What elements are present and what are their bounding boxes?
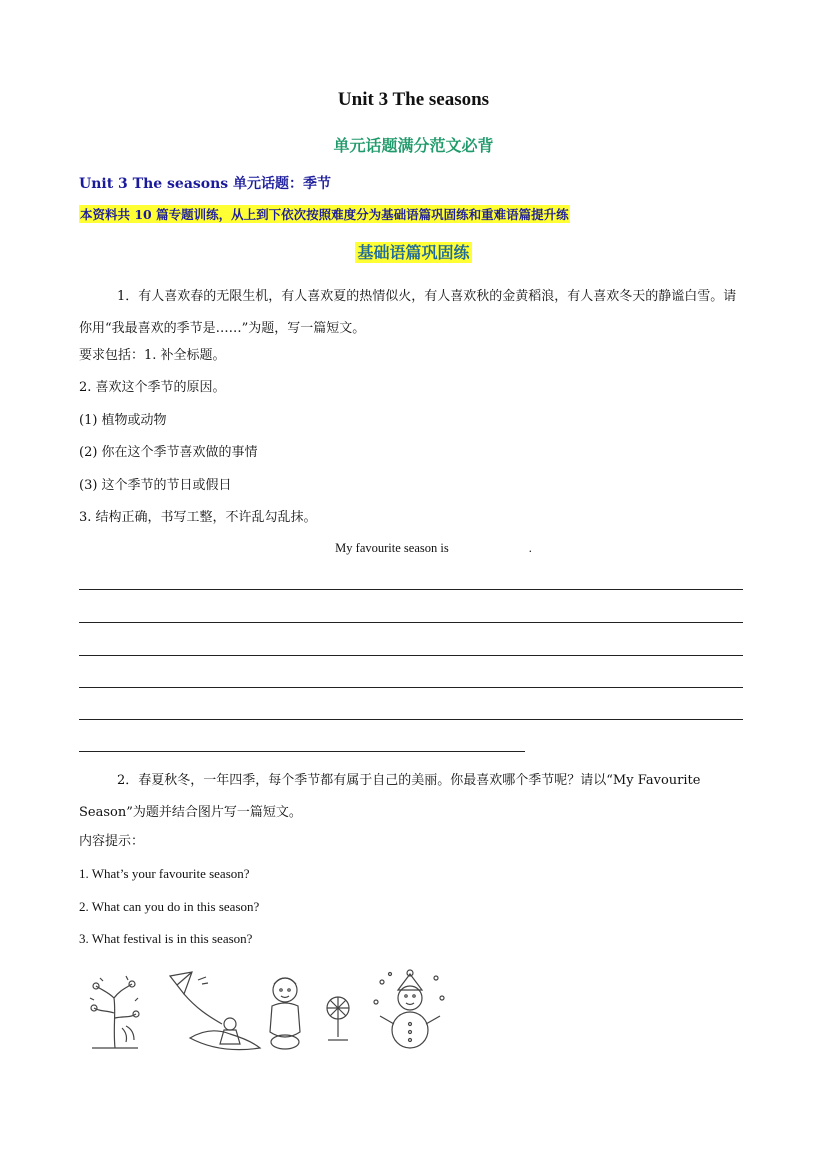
question-2-text: 2．春夏秋冬，一年四季，每个季节都有属于自己的美丽。你最喜欢哪个季节呢？请以“My Favourite Season”为题并结合图片写一篇短文。 xyxy=(79,773,701,820)
unit-topic: Unit 3 The seasons 单元话题：季节 xyxy=(79,176,332,192)
essay-title-prompt xyxy=(0,541,827,556)
requirement-2-3: (3) 这个季节的节日或假日 xyxy=(79,478,232,493)
requirement-2-1: (1) 植物或动物 xyxy=(79,413,167,428)
writing-line[interactable] xyxy=(79,687,743,688)
summer-boy-fan-icon xyxy=(270,978,349,1049)
prompt-text: My favourite season is xyxy=(335,541,449,555)
section-heading xyxy=(0,240,827,263)
prompt-period: . xyxy=(528,541,532,555)
content-hint-label: 内容提示： xyxy=(79,834,145,849)
page-title: Unit 3 The seasons xyxy=(337,89,490,110)
writing-line[interactable] xyxy=(79,589,743,590)
requirement-2: 2. 喜欢这个季节的原因。 xyxy=(79,380,226,395)
snowman-icon xyxy=(374,970,444,1048)
requirement-3: 3. 结构正确，书写工整，不许乱勾乱抹。 xyxy=(79,510,317,525)
kite-flying-icon xyxy=(170,972,260,1050)
hint-2: 2. What can you do in this season? xyxy=(79,899,260,914)
writing-line[interactable] xyxy=(79,751,525,752)
requirements-intro: 要求包括：1. 补全标题。 xyxy=(79,348,226,363)
spring-tree-icon xyxy=(90,976,139,1048)
section-heading-text: 基础语篇巩固练 xyxy=(357,243,470,262)
notice-highlight: 本资料共 10 篇专题训练，从上到下依次按照难度分为基础语篇巩固练和重难语篇提升练 xyxy=(80,207,569,222)
question-1-text: 1．有人喜欢春的无限生机，有人喜欢夏的热情似火，有人喜欢秋的金黄稻浪，有人喜欢冬天的静谧白雪。请你用“我最喜欢的季节是……”为题，写一篇短文。 xyxy=(79,289,737,336)
hint-1: 1. What’s your favourite season? xyxy=(79,866,250,881)
hint-3: 3. What festival is in this season? xyxy=(79,931,253,946)
season-pictures xyxy=(80,968,450,1054)
writing-line[interactable] xyxy=(79,622,743,623)
writing-line[interactable] xyxy=(79,719,743,720)
page-subtitle: 单元话题满分范文必背 xyxy=(333,136,494,155)
writing-line[interactable] xyxy=(79,655,743,656)
requirement-2-2: (2) 你在这个季节喜欢做的事情 xyxy=(79,445,258,460)
season-pictures-svg xyxy=(80,968,450,1054)
